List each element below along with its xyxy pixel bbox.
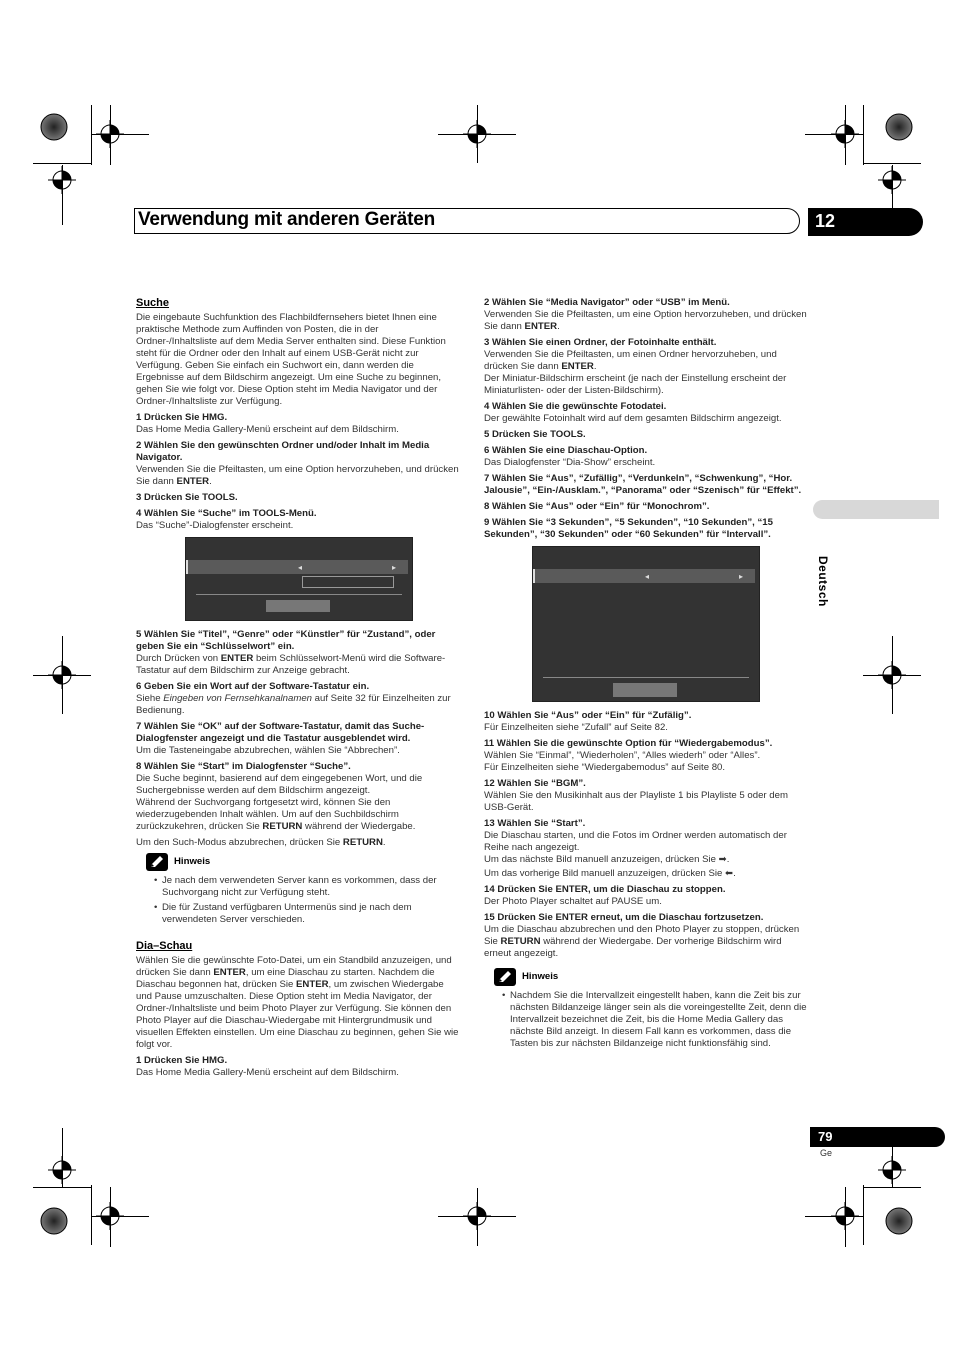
step-text: Durch Drücken von ENTER beim Schlüsselwort-Menü wird die Software-Tastatur auf dem Bildschirm zur Anzeige gebracht.: [136, 653, 446, 676]
step-text: Der gewählte Fotoinhalt wird auf dem gesamten Bildschirm angezeigt.: [484, 413, 782, 424]
step-text: Der Miniatur-Bildschirm erscheint (je nach der Einstellung erscheint der Miniaturlisten- oder der Listen-Bildschirm).: [484, 373, 787, 396]
step-heading: 2 Wählen Sie den gewünschten Ordner und/oder Inhalt im Media Navigator.: [136, 440, 430, 463]
arrow-left-icon: ⬅: [725, 868, 734, 879]
chapter-number: 12: [815, 211, 836, 231]
step-heading: 3 Wählen Sie einen Ordner, der Fotoinhalte enthält.: [484, 337, 717, 348]
left-column: [136, 297, 462, 1083]
step-text: Während der Suchvorgang fortgesetzt wird, können Sie den wiederzugebenden Inhalt wählen. Um auf den Suchbildschirm zurückzukehren, drücken Sie RETURN während der Wiedergabe.: [136, 797, 416, 832]
step-heading: 5 Drücken Sie TOOLS.: [484, 429, 586, 440]
section-heading-suche: Suche: [136, 297, 170, 309]
step-heading: 8 Wählen Sie “Aus” oder “Ein” für “Monochrom”.: [484, 501, 710, 512]
step-text: Für Einzelheiten siehe “Zufall” auf Seite 82.: [484, 722, 668, 733]
step-heading: 7 Wählen Sie “OK” auf der Software-Tastatur, damit das Suche-Dialogfenster angezeigt und die Tastatur ausgeblendet wird.: [136, 721, 425, 744]
step-text: Die Suche beginnt, basierend auf dem eingegebenen Wort, und die Suchergebnisse werden auf dem Bildschirm angezeigt.: [136, 773, 423, 796]
step-text: Um das nächste Bild manuell anzuzeigen, drücken Sie ➡.: [484, 854, 730, 865]
step-heading: 8 Wählen Sie “Start” im Dialogfenster “Suche”.: [136, 761, 351, 772]
paragraph: Wählen Sie die gewünschte Foto-Datei, um ein Standbild anzuzeigen, und drücken Sie dann ENTER, um eine Diaschau zu starten. Nachdem die Diaschau begonnen hat, drücken Sie ENTER, um zwischen Wiedergabe und Pause umzuschalten. Diese Option steht im Media Navigator, der Ordner-/Inhaltsliste und beim Photo Player zur Verfügung. Sie können den Photo Player auf die Diaschau-Wiedergabe mit Hintergrundmusik und visuellen Effekten einstellen. Um eine Diaschau zu beginnen, gehen Sie wie folgt vor.: [136, 955, 459, 1050]
paragraph: Die eingebaute Suchfunktion des Flachbildfernsehers bietet Ihnen eine praktische Methode zum Auffinden von Posten, die in der Ordner-/Inhaltsliste auf dem Media Server enthalten sind. Diese Funktion steht für die Ordner oder den Inhalt auf einem USB-Gerät nicht zur Verfügung. Geben Sie einfach ein Suchwort ein, dann werden die Ergebnisse auf dem Bildschirm angezeigt. Um eine Suche zu beginnen, gehen Sie wie folgt vor. Diese Option steht im Media Navigator und der Ordner-/Inhaltsliste zur Verfügung.: [136, 312, 446, 407]
step-heading: 1 Drücken Sie HMG.: [136, 412, 228, 423]
arrow-right-icon: ▸: [392, 563, 397, 572]
section-heading-dia-schau: Dia–Schau: [136, 940, 193, 952]
step-heading: 5 Wählen Sie “Titel”, “Genre” oder “Künstler” für “Zustand”, oder geben Sie ein “Schlüsselwort” ein.: [136, 629, 436, 652]
step-text: Die Diaschau starten, und die Fotos im Ordner werden automatisch der Reihe nach angezeigt.: [484, 830, 787, 853]
step-heading: 13 Wählen Sie “Start”.: [484, 818, 586, 829]
step-text: Siehe Eingeben von Fernsehkanalnamen auf Seite 32 für Einzelheiten zur Bedienung.: [136, 693, 451, 716]
step-text: Das Home Media Gallery-Menü erscheint auf dem Bildschirm.: [136, 1067, 399, 1078]
pencil-note-icon: [494, 968, 516, 986]
page-number: 79: [818, 1129, 833, 1144]
note-item: • Nachdem Sie die Intervallzeit eingestellt haben, kann die Zeit bis zur nächsten Bildanzeige länger sein als die voreingestellte Zeit, denn die Intervallzeit bezeichnet die Zeit, bis die Home Media Gallery das nächste Bild anzeigt. In diesem Fall kann es vorkommen, dass die Tasten bis zur nächsten Bildanzeige nicht funktionsfähig sind.: [502, 990, 810, 1050]
note-box: [494, 968, 810, 1050]
note-item: • Je nach dem verwendeten Server kann es vorkommen, dass der Suchvorgang nicht zur Verfügung steht.: [154, 875, 462, 899]
step-heading: 12 Wählen Sie “BGM”.: [484, 778, 586, 789]
step-heading: 1 Drücken Sie HMG.: [136, 1055, 228, 1066]
language-label: Deutsch: [816, 556, 830, 607]
step-heading: 7 Wählen Sie “Aus”, “Zufällig”, “Verdunkeln”, “Schwenkung”, “Hor. Jalousie”, “Ein-/Ausklam.”, “Panorama” oder “Szenisch” für “Effekt”.: [484, 473, 802, 496]
step-text: Das Dialogfenster “Dia-Show” erscheint.: [484, 457, 656, 468]
step-heading: 15 Drücken Sie ENTER erneut, um die Diaschau fortzusetzen.: [484, 912, 764, 923]
step-heading: 4 Wählen Sie “Suche” im TOOLS-Menü.: [136, 508, 317, 519]
step-text: Der Photo Player schaltet auf PAUSE um.: [484, 896, 662, 907]
note-title: Hinweis: [522, 971, 559, 982]
step-text: Das “Suche”-Dialogfenster erscheint.: [136, 520, 294, 531]
step-text: Um das vorherige Bild manuell anzuzeigen, drücken Sie ⬅.: [484, 868, 736, 879]
step-heading: 11 Wählen Sie die gewünschte Option für “Wiedergabemodus”.: [484, 738, 773, 749]
step-text: Verwenden Sie die Pfeiltasten, um eine Option hervorzuheben, und drücken Sie dann ENTER.: [484, 309, 807, 332]
arrow-right-icon: ➡: [718, 854, 727, 865]
page-language-code: Ge: [820, 1148, 833, 1158]
step-text: Wählen Sie “Einmal”, “Wiederholen”, “Alles wiederh” oder “Alles”. Für Einzelheiten siehe “Wiedergabemodus” auf Seite 80.: [484, 750, 761, 773]
page-title: Verwendung mit anderen Geräten: [138, 209, 436, 230]
step-heading: 3 Drücken Sie TOOLS.: [136, 492, 238, 503]
step-text: Verwenden Sie die Pfeiltasten, um einen Ordner hervorzuheben, und drücken Sie dann ENTER.: [484, 349, 777, 372]
step-text: Verwenden Sie die Pfeiltasten, um eine Option hervorzuheben, und drücken Sie dann ENTER.: [136, 464, 459, 487]
arrow-left-icon: ◂: [298, 563, 303, 572]
step-heading: 4 Wählen Sie die gewünschte Fotodatei.: [484, 401, 667, 412]
step-heading: 2 Wählen Sie “Media Navigator” oder “USB” im Menü.: [484, 297, 730, 308]
step-heading: 6 Geben Sie ein Wort auf der Software-Tastatur ein.: [136, 681, 370, 692]
pencil-note-icon: [146, 853, 168, 871]
language-tab: [813, 500, 939, 519]
step-text: Das Home Media Gallery-Menü erscheint auf dem Bildschirm.: [136, 424, 399, 435]
slideshow-dialog-screenshot: [532, 546, 760, 702]
step-heading: 14 Drücken Sie ENTER, um die Diaschau zu stoppen.: [484, 884, 726, 895]
note-item: • Die für Zustand verfügbaren Untermenüs sind je nach dem verwendeten Server verschieden.: [154, 902, 462, 926]
step-heading: 10 Wählen Sie “Aus” oder “Ein” für “Zufälig”.: [484, 710, 692, 721]
arrow-right-icon: ▸: [739, 572, 744, 581]
step-heading: 6 Wählen Sie eine Diaschau-Option.: [484, 445, 648, 456]
step-text: Um die Tasteneingabe abzubrechen, wählen Sie “Abbrechen”.: [136, 745, 400, 756]
right-column: [484, 297, 810, 1056]
note-box: [146, 853, 462, 926]
search-dialog-screenshot: [185, 537, 413, 621]
step-text: Um den Such-Modus abzubrechen, drücken Sie RETURN.: [136, 837, 386, 848]
step-text: Um die Diaschau abzubrechen und den Photo Player zu stoppen, drücken Sie RETURN während der Wiedergabe. Der vorherige Bildschirm wird erneut angezeigt.: [484, 924, 800, 959]
note-title: Hinweis: [174, 856, 211, 867]
arrow-left-icon: ◂: [645, 572, 650, 581]
step-text: Wählen Sie den Musikinhalt aus der Playliste 1 bis Playliste 5 oder dem USB-Gerät.: [484, 790, 788, 813]
step-heading: 9 Wählen Sie “3 Sekunden”, “5 Sekunden”, “10 Sekunden”, “15 Sekunden”, “30 Sekunden” oder “60 Sekunden” für “Intervall”.: [484, 517, 773, 540]
